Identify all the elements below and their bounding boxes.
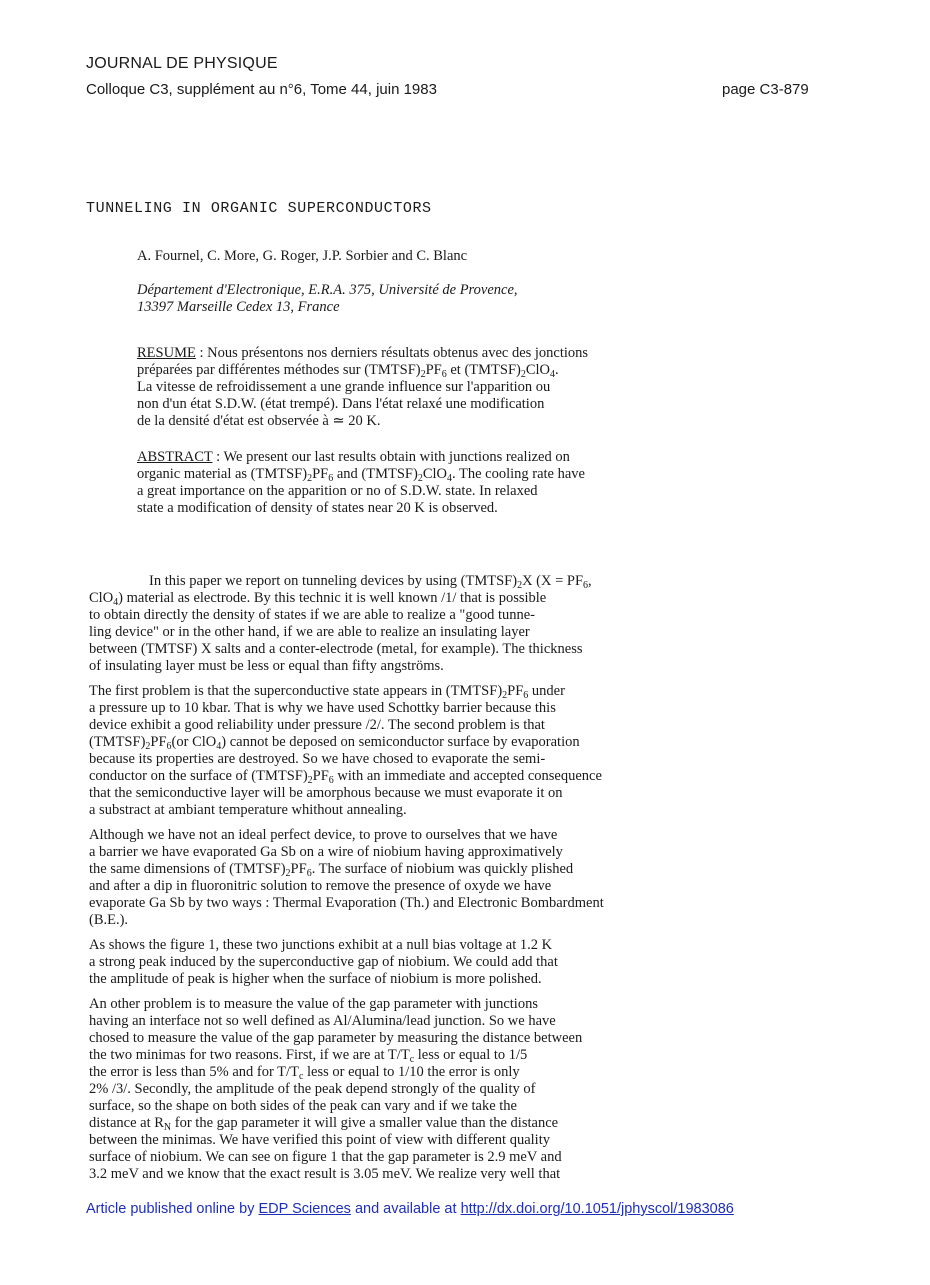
paragraph: Although we have not an ideal perfect device, to prove to ourselves that we have a barrier we have evaporated Ga Sb on a wire of niobium having approximatively the same dimensions of $(TMTSF)_2PF_6$. The surface of niobium was quickly plished and after a dip in fluoronitric solution to remove the presence of oxyde we have evaporate Ga Sb by two ways : Thermal Evaporation (Th.) and Electronic Bombardment (B.E.). [89,827,604,928]
resume-label: RESUME [137,345,196,361]
paragraph: An other problem is to measure the value of the gap parameter with junctions having an interface not so well defined as Al/Alumina/lead junction. So we have chosed to measure the value of the gap parameter by measuring the distance between the two minimas for two reasons. First, if we are at $T/T_c$ less or equal to 1/5 the error is less than 5% and for $T/T_c$ less or equal to 1/10 the error is only 2% /3/. Secondly, the amplitude of the peak depend strongly of the quality of surface, so the shape on both sides of the peak can vary and if we take the distance at $R_N$ for the gap parameter it will give a smaller value than the distance between the minimas. We have verified this point of view with different quality surface of niobium. We can see on figure 1 that the gap parameter is 2.9 meV and 3.2 meV and we know that the exact result is 3.05 meV. We realize very well that [89,996,583,1182]
body-text [89,573,829,1191]
abstract-block: ABSTRACT : We present our last results obtain with junctions realized on organic material as $(TMTSF)_2PF_6$ and $(TMTSF)_2ClO_4$. The cooling rate have a great importance on the apparition or no of S.D.W. state. In relaxed state a modification of density of states near 20 K is observed. [137,449,585,516]
article-title: TUNNELING IN ORGANIC SUPERCONDUCTORS [86,200,432,217]
paragraph: In this paper we report on tunneling devices by using $(TMTSF)_2X$ ($X = PF_6$, ClO$_4$) material as electrode. By this technic it is well known /1/ that is possible to obtain directly the density of states if we are able to realize a "good tunne- ling device" or in the other hand, if we are able to realize an insulating layer between (TMTSF) X salts and a conter-electrode (metal, for example). The thickness of insulating layer must be less or equal than fifty angströms. [89,573,592,674]
affiliation-line: 13397 Marseille Cedex 13, France [137,299,340,315]
affiliation-line: Département d'Electronique, E.R.A. 375, Université de Provence, [137,282,518,298]
page-number: page C3-879 [722,81,809,98]
abstract-label: ABSTRACT [137,449,213,465]
colloque-line: Colloque C3, supplément au n°6, Tome 44, juin 1983 [86,81,437,98]
publisher-link[interactable]: EDP Sciences [258,1201,351,1217]
resume-block: RESUME : Nous présentons nos derniers résultats obtenus avec des jonctions préparées par différentes méthodes sur $(TMTSF)_2PF_6$ et $(TMTSF)_2ClO_4$. La vitesse de refroidissement a une grande influence sur l'apparition ou non d'un état S.D.W. (état trempé). Dans l'état relaxé une modification de la densité d'état est observée à ≃ 20 K. [137,345,589,429]
journal-name: JOURNAL DE PHYSIQUE [86,55,278,72]
paragraph: As shows the figure 1, these two junctions exhibit at a null bias voltage at 1.2 K a strong peak induced by the superconductive gap of niobium. We could add that the amplitude of peak is higher when the surface of niobium is more polished. [89,937,558,987]
publication-footer: Article published online by EDP Sciences and available at http://dx.doi.org/10.1051/jphyscol/1983086 [86,1201,734,1217]
author-list: A. Fournel, C. More, G. Roger, J.P. Sorbier and C. Blanc [137,248,468,264]
paragraph: The first problem is that the superconductive state appears in $(TMTSF)_2PF_6$ under a pressure up to 10 kbar. That is why we have used Schottky barrier because this device exhibit a good reliability under pressure /2/. The second problem is that $(TMTSF)_2PF_6(or$ ClO$_4$) cannot be deposed on semiconductor surface by evaporation because its properties are destroyed. So we have chosed to evaporate the semi- conductor on the surface of $(TMTSF)_2PF_6$ with an immediate and accepted consequence that the semiconductive layer will be amorphous because we must evaporate it on a substract at ambiant temperature whithout annealing. [89,683,602,818]
doi-link[interactable]: http://dx.doi.org/10.1051/jphyscol/1983086 [460,1201,734,1217]
